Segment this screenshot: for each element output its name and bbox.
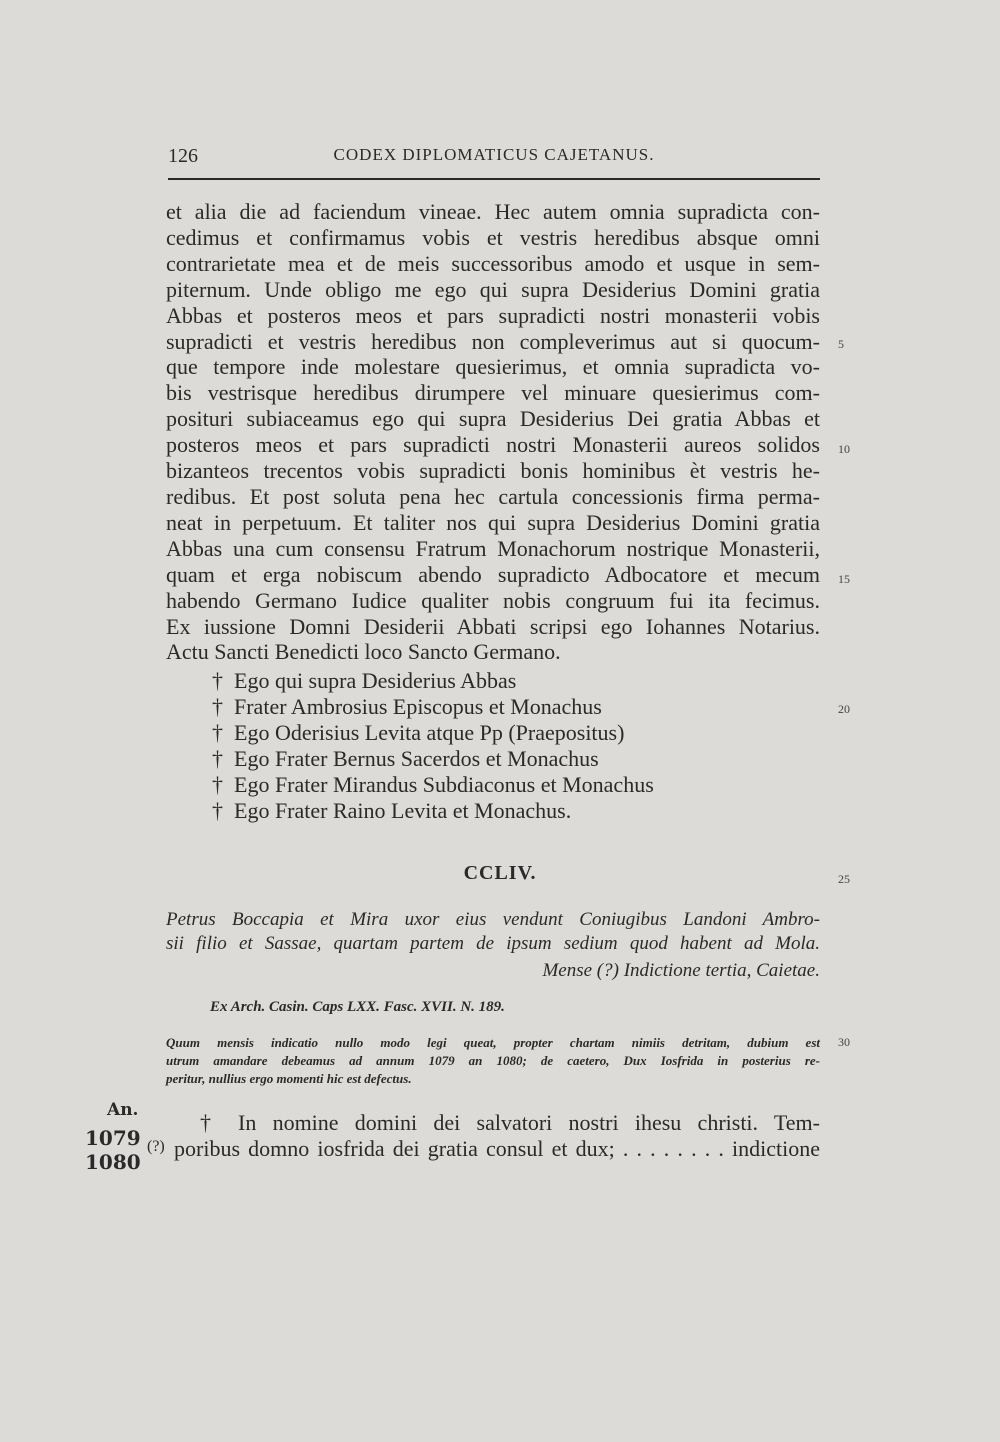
cross-icon: † [212,719,223,745]
signature-block [212,668,832,823]
text-line: que tempore inde molestare quesierimus, et omnia supradicta vo- [166,354,820,380]
text-line: supradicti et vestris heredibus non compleverimus aut si quocum- [166,328,820,354]
note-line: peritur, nullius ergo momenti hic est defectus. [166,1071,412,1086]
document-summary [166,908,820,956]
main-text [166,199,820,665]
cross-icon: † [212,771,223,797]
text-line: contrarietate mea et de meis successoribus amodo et usque in sem- [166,250,820,276]
text-line: posituri subiaceamus ego qui supra Desiderius Dei gratia Abbas et [166,406,820,432]
text-line: bizanteos trecentos vobis supradicti bonis hominibus èt vestris he- [166,458,820,484]
text-line: Ex iussione Domni Desiderii Abbati scripsi ego Iohannes Notarius. [166,613,820,639]
section-heading: CCLIV. [463,862,537,884]
signature-line: † Ego Frater Mirandus Subdiaconus et Monachus [212,771,654,797]
text-line: neat in perpetuum. Et taliter nos qui supra Desiderius Domini gratia [166,509,820,535]
charter-line: poribus domno iosfrida dei gratia consul et dux; . . . . . . . . indictione [174,1136,820,1161]
charter-text [166,1110,820,1162]
cross-icon: † [212,797,223,823]
line-number: 20 [838,702,850,716]
signature-line: † Frater Ambrosius Episcopus et Monachus [212,693,602,719]
text-line: bis vestrisque heredibus dirumpere vel minuare quesierimus com- [166,380,820,406]
text-line: cedimus et confirmamus vobis et vestris heredibus absque omni [166,224,820,250]
page-number: 126 [168,145,198,167]
cross-icon: † [212,693,223,719]
text-line: redibus. Et post soluta pena hec cartula concessionis firma perma- [166,483,820,509]
year-query: (?) [147,1138,165,1155]
charter-line: † In nomine domini dei salvatori nostri ihesu christi. Tem- [200,1110,820,1135]
summary-line: Petrus Boccapia et Mira uxor eius vendunt Coniugibus Landoni Ambro- [166,909,820,930]
text-line: Abbas et posteros meos et pars supradicti nostri monasterii vobis [166,302,820,328]
text-line: Abbas una cum consensu Fratrum Monachorum nostrique Monasterii, [166,535,820,561]
editorial-note [166,1034,820,1088]
line-number: 15 [838,572,850,586]
dateline: Mense (?) Indictione tertia, Caietae. [542,960,820,981]
signature-line: † Ego Frater Bernus Sacerdos et Monachus [212,745,599,771]
running-title: CODEX DIPLOMATICUS CAJETANUS. [333,145,655,164]
signature-line: † Ego Frater Raino Levita et Monachus. [212,797,572,823]
text-line: Actu Sancti Benedicti loco Sancto Germano. [166,639,561,665]
summary-line: sii filio et Sassae, quartam partem de ipsum sedium quod habent ad Mola. [166,933,820,954]
line-number: 25 [838,872,850,886]
text-line: habendo Germano Iudice qualiter nobis congruum fui ita fecimus. [166,587,820,613]
year-label: An. [107,1100,139,1120]
text-line: et alia die ad faciendum vineae. Hec autem omnia supradicta con- [166,199,820,224]
line-number: 5 [838,337,844,351]
cross-icon: † [212,745,223,771]
line-number: 10 [838,442,850,456]
text-line: posteros meos et pars supradicti nostri Monasterii aureos solidos [166,432,820,458]
year-second: 1080 [85,1150,141,1174]
note-line: utrum amandare debeamus ad annum 1079 an 1080; de caetero, Dux Iosfrida in posterius re- [166,1053,820,1068]
text-line: piternum. Unde obligo me ego qui supra Desiderius Domini gratia [166,276,820,302]
archive-source: Ex Arch. Casin. Caps LXX. Fasc. XVII. N. 189. [210,999,505,1015]
cross-icon: † [212,668,223,693]
year-first: 1079 [85,1126,141,1150]
signature-line: † Ego Oderisius Levita atque Pp (Praepositus) [212,719,625,745]
text-line: quam et erga nobiscum abendo supradicto Adbocatore et mecum [166,561,820,587]
page-header [168,145,820,175]
header-rule [168,178,820,180]
line-number: 30 [838,1035,850,1049]
signature-line: † Ego qui supra Desiderius Abbas [212,668,517,693]
note-line: Quum mensis indicatio nullo modo legi queat, propter chartam nimiis detritam, dubium est [166,1035,820,1050]
